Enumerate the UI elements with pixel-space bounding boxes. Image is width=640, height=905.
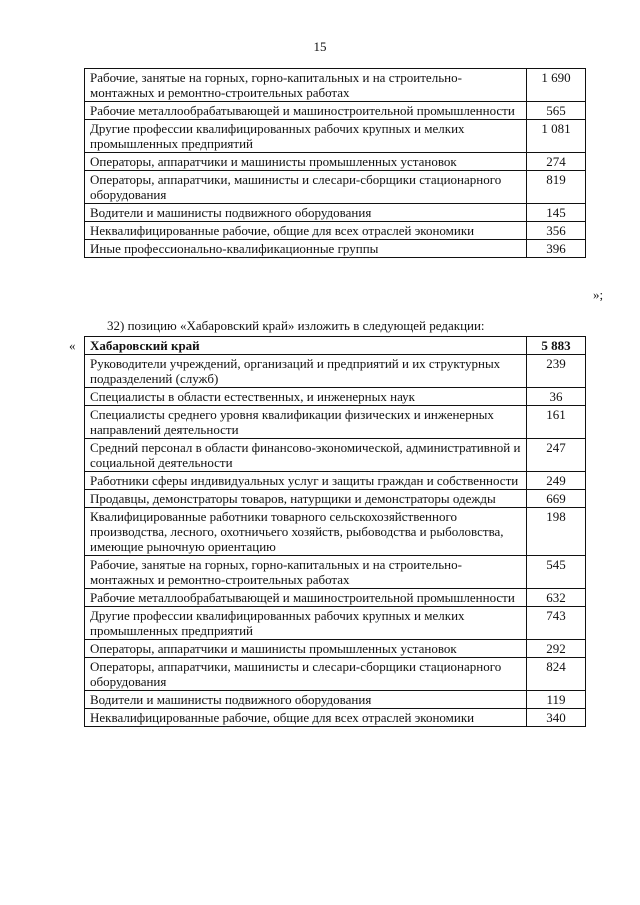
table-row <box>85 556 586 589</box>
profession-group-value: 396 <box>527 240 586 258</box>
profession-group-label: Операторы, аппаратчики, машинисты и слесари-сборщики стационарного оборудования <box>85 171 527 204</box>
table-row <box>85 355 586 388</box>
profession-group-label: Специалисты в области естественных, и инженерных наук <box>85 388 527 406</box>
profession-group-label: Водители и машинисты подвижного оборудования <box>85 691 527 709</box>
profession-group-label: Неквалифицированные рабочие, общие для всех отраслей экономики <box>85 222 527 240</box>
table-row <box>85 472 586 490</box>
profession-group-value: 161 <box>527 406 586 439</box>
closing-quote-mark: »; <box>593 287 604 302</box>
profession-group-label: Рабочие, занятые на горных, горно-капитальных и на строительно-монтажных и ремонтно-строительных работах <box>85 69 527 102</box>
profession-group-value: 824 <box>527 658 586 691</box>
opening-quote-mark: « <box>69 338 76 353</box>
table-row <box>85 406 586 439</box>
table-row <box>85 153 586 171</box>
table-row <box>85 222 586 240</box>
table-row <box>85 691 586 709</box>
profession-group-value: 669 <box>527 490 586 508</box>
profession-group-label: Продавцы, демонстраторы товаров, натурщики и демонстраторы одежды <box>85 490 527 508</box>
profession-group-label: Квалифицированные работники товарного сельскохозяйственного производства, лесного, охотничьего хозяйств, рыбоводства и рыболовства, имеющие рыночную ориентацию <box>85 508 527 556</box>
profession-group-value: 145 <box>527 204 586 222</box>
profession-group-value: 340 <box>527 709 586 727</box>
table-row <box>85 388 586 406</box>
profession-group-value: 565 <box>527 102 586 120</box>
profession-group-label: Операторы, аппаратчики и машинисты промышленных установок <box>85 153 527 171</box>
page-number: 15 <box>313 39 327 54</box>
profession-group-value: 545 <box>527 556 586 589</box>
profession-group-label: Средний персонал в области финансово-экономической, административной и социальной деятельности <box>85 439 527 472</box>
profession-group-value: 1 081 <box>527 120 586 153</box>
profession-group-label: Иные профессионально-квалификационные группы <box>85 240 527 258</box>
profession-group-label: Рабочие металлообрабатывающей и машиностроительной промышленности <box>85 102 527 120</box>
profession-group-value: 239 <box>527 355 586 388</box>
table-row <box>85 240 586 258</box>
profession-group-value: 743 <box>527 607 586 640</box>
profession-group-value: 632 <box>527 589 586 607</box>
table-row <box>85 171 586 204</box>
table-row <box>85 658 586 691</box>
profession-group-label: Специалисты среднего уровня квалификации физических и инженерных направлений деятельности <box>85 406 527 439</box>
profession-group-value: 274 <box>527 153 586 171</box>
profession-group-label: Операторы, аппаратчики и машинисты промышленных установок <box>85 640 527 658</box>
profession-group-label: Неквалифицированные рабочие, общие для всех отраслей экономики <box>85 709 527 727</box>
amendment-instruction: 32) позицию «Хабаровский край» изложить в следующей редакции: <box>107 318 485 333</box>
profession-group-label: Водители и машинисты подвижного оборудования <box>85 204 527 222</box>
table-row <box>85 508 586 556</box>
khabarovsk-region-table <box>84 336 586 727</box>
profession-group-value: 36 <box>527 388 586 406</box>
table-row <box>85 204 586 222</box>
profession-group-label: Работники сферы индивидуальных услуг и защиты граждан и собственности <box>85 472 527 490</box>
profession-group-value: 247 <box>527 439 586 472</box>
table-row <box>85 640 586 658</box>
profession-group-value: 819 <box>527 171 586 204</box>
profession-table-continued <box>84 68 586 258</box>
table-row <box>85 490 586 508</box>
profession-group-label: Руководители учреждений, организаций и предприятий и их структурных подразделений (служб) <box>85 355 527 388</box>
profession-group-value: 198 <box>527 508 586 556</box>
profession-group-value: 292 <box>527 640 586 658</box>
table-row <box>85 102 586 120</box>
region-total: 5 883 <box>527 337 586 355</box>
profession-group-value: 249 <box>527 472 586 490</box>
profession-group-value: 119 <box>527 691 586 709</box>
table-row <box>85 607 586 640</box>
profession-group-value: 356 <box>527 222 586 240</box>
table-header-row <box>85 337 586 355</box>
table-row <box>85 709 586 727</box>
region-name: Хабаровский край <box>85 337 527 355</box>
profession-group-value: 1 690 <box>527 69 586 102</box>
profession-group-label: Операторы, аппаратчики, машинисты и слесари-сборщики стационарного оборудования <box>85 658 527 691</box>
profession-group-label: Рабочие, занятые на горных, горно-капитальных и на строительно-монтажных и ремонтно-строительных работах <box>85 556 527 589</box>
profession-group-label: Другие профессии квалифицированных рабочих крупных и мелких промышленных предприятий <box>85 120 527 153</box>
table-row <box>85 120 586 153</box>
profession-group-label: Рабочие металлообрабатывающей и машиностроительной промышленности <box>85 589 527 607</box>
table-row <box>85 69 586 102</box>
profession-group-label: Другие профессии квалифицированных рабочих крупных и мелких промышленных предприятий <box>85 607 527 640</box>
table-row <box>85 589 586 607</box>
table-row <box>85 439 586 472</box>
